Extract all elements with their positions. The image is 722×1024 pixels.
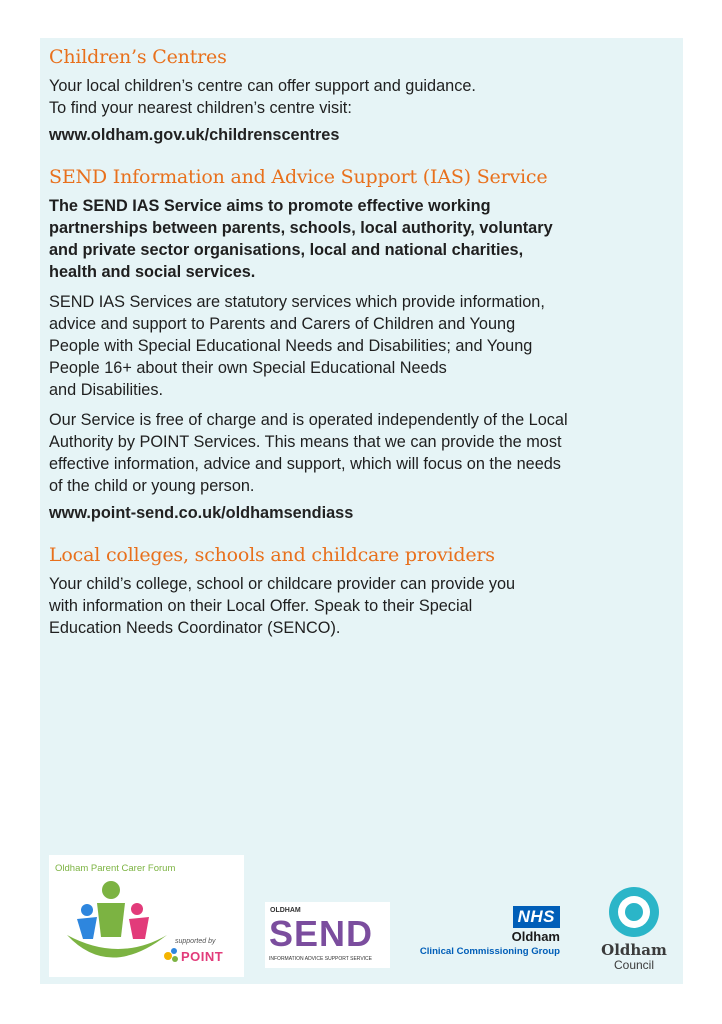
ias-para1-line: advice and support to Parents and Carers of Children and Young [49, 315, 516, 333]
heading-childrens-centres: Children’s Centres [49, 46, 227, 68]
ias-para1-line: and Disabilities. [49, 381, 164, 399]
ias-para1-line: People 16+ about their own Special Educational Needs [49, 359, 447, 377]
point-wordmark: POINT [181, 949, 224, 964]
centres-link[interactable]: www.oldham.gov.uk/childrenscentres [49, 126, 340, 144]
nhs-badge: NHS [513, 906, 560, 928]
opcf-supported: supported by [175, 938, 216, 945]
nhs-group: Clinical Commissioning Group [419, 946, 560, 957]
ias-link[interactable]: www.point-send.co.uk/oldhamsendiass [49, 504, 354, 522]
colleges-line: Your child’s college, school or childcare provider can provide you [49, 575, 516, 593]
colleges-line: Education Needs Coordinator (SENCO). [49, 619, 341, 637]
info-panel [40, 38, 683, 984]
ias-intro-line: and private sector organisations, local and national charities, [49, 241, 524, 259]
council-name: Oldham [601, 941, 667, 959]
opcf-logo [49, 855, 244, 977]
ias-intro-line: health and social services. [49, 263, 256, 281]
heading-local-colleges: Local colleges, schools and childcare providers [49, 544, 495, 566]
ias-para1-line: SEND IAS Services are statutory services which provide information, [49, 293, 545, 311]
ias-intro-line: partnerships between parents, schools, local authority, voluntary [49, 219, 553, 237]
ias-para2-line: of the child or young person. [49, 477, 255, 495]
ias-intro-line: The SEND IAS Service aims to promote effective working [49, 197, 491, 215]
send-logo [265, 902, 390, 968]
send-logo-sub: INFORMATION ADVICE SUPPORT SERVICE [269, 956, 372, 962]
nhs-name: Oldham [511, 929, 560, 944]
colleges-line: with information on their Local Offer. Speak to their Special [49, 597, 473, 615]
heading-send-ias: SEND Information and Advice Support (IAS) Service [49, 166, 548, 188]
nhs-logo [410, 906, 560, 968]
send-logo-wordmark: SEND [269, 913, 374, 954]
ias-para2-line: Authority by POINT Services. This means that we can provide the most [49, 433, 562, 451]
centres-text-2: To find your nearest children’s centre visit: [49, 99, 352, 117]
send-logo-top: OLDHAM [270, 907, 301, 914]
oldham-council-logo [593, 884, 675, 978]
ias-para1-line: People with Special Educational Needs and Disabilities; and Young [49, 337, 533, 355]
ias-para2-line: effective information, advice and support, which will focus on the needs [49, 455, 561, 473]
opcf-title: Oldham Parent Carer Forum [55, 863, 176, 874]
council-sub: Council [613, 958, 655, 972]
content [49, 44, 669, 639]
council-ring-icon [606, 884, 662, 940]
centres-text-1: Your local children’s centre can offer support and guidance. [49, 77, 476, 95]
ias-para2-line: Our Service is free of charge and is operated independently of the Local [49, 411, 568, 429]
